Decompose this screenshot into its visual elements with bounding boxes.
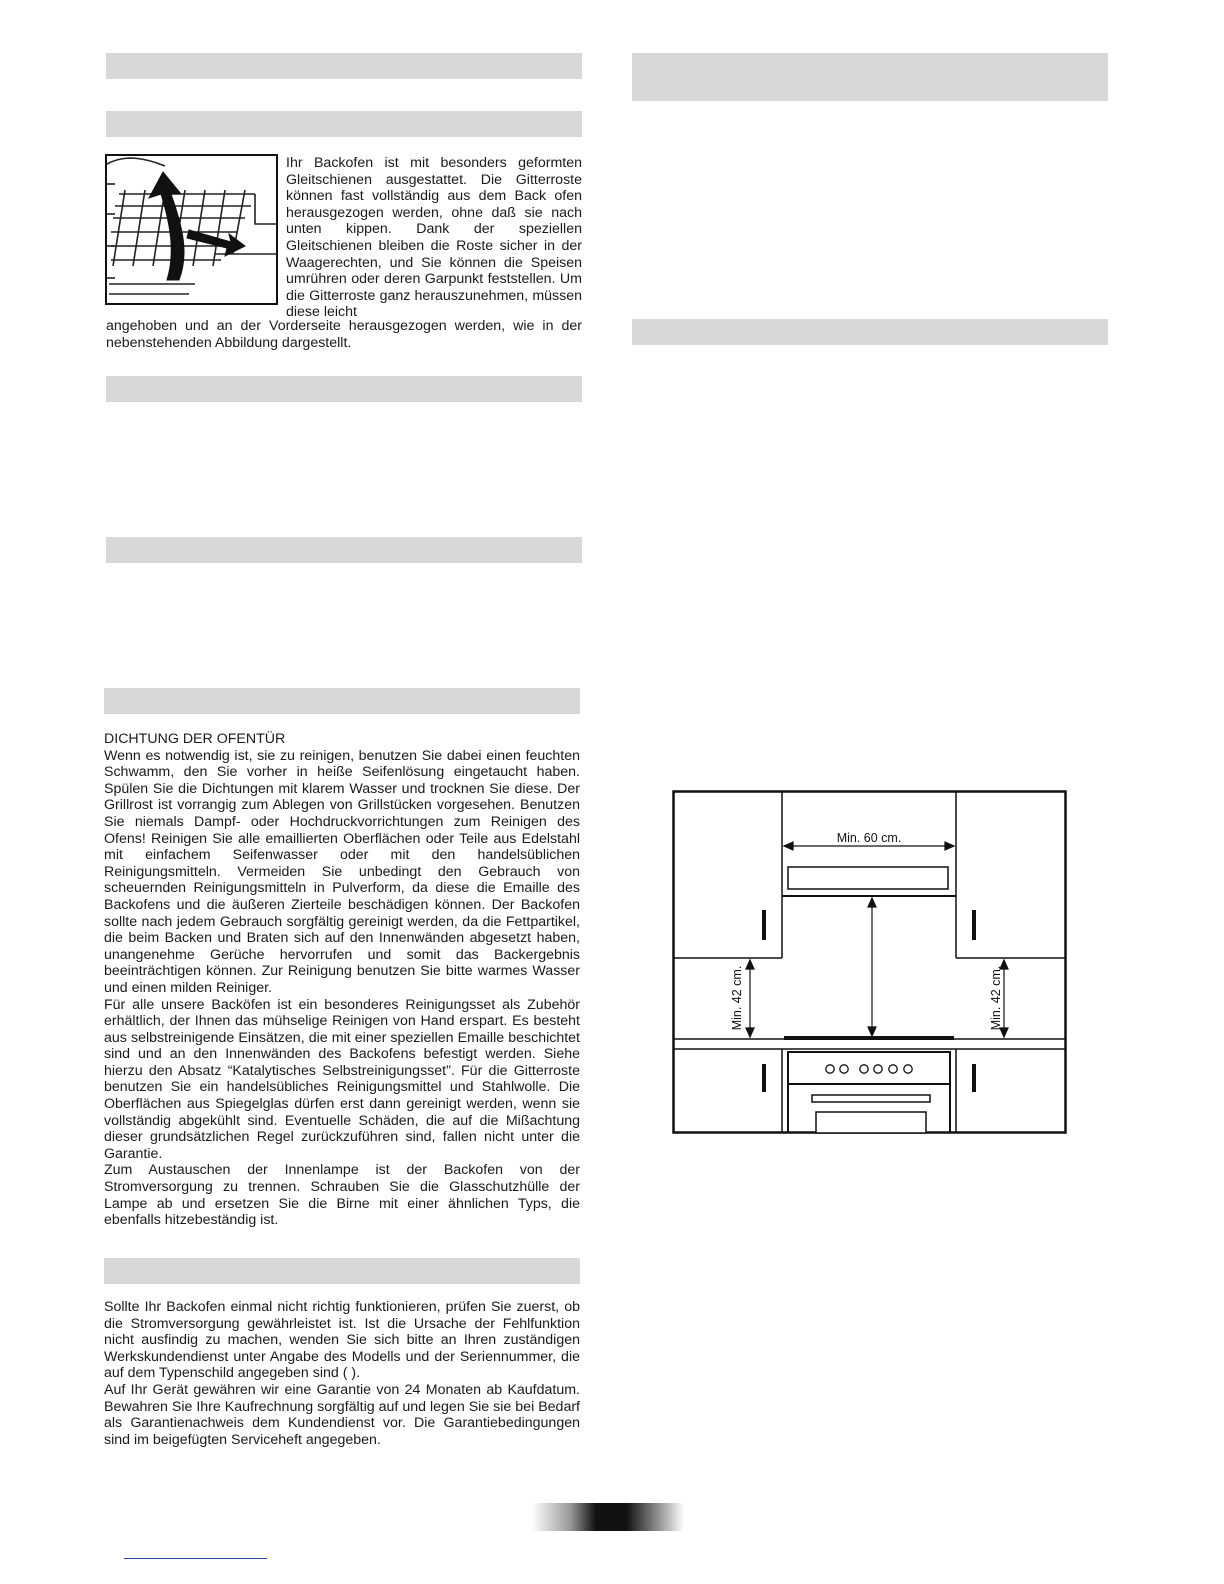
cleaning-paragraph-3: Zum Austauschen der Innenlampe ist der Backofen von der Stromversorgung zu trennen. Schrauben Sie die Glasschutzhülle der Lampe ab und ersetzen Sie die Birne mit einer ähnlichen Typs, die ebenfalls hitzebeständig ist. bbox=[104, 1162, 580, 1229]
right-height-dimension-label: Min. 42 cm. bbox=[989, 965, 1003, 1031]
rails-text-right: Ihr Backofen ist mit besonders geformten Gleitschienen ausgestattet. Die Gitterroste können fast vollständig aus dem Back ofen herausgezogen werden, ohne daß sie nach unten kippen. Dank der speziellen Gleitschienen bleiben die Roste sicher in der Waagerechten, und Sie können die Speisen umrühren oder deren Garpunkt feststellen. Um die Gitterroste ganz herauszunehmen, müssen diese leicht bbox=[286, 155, 582, 321]
page-number-band bbox=[532, 1503, 684, 1531]
cleaning-section bbox=[104, 731, 580, 1229]
left-height-dimension-label: Min. 42 cm. bbox=[730, 965, 744, 1031]
section-bar-right-2 bbox=[632, 319, 1108, 345]
service-paragraph-1: Sollte Ihr Backofen einmal nicht richtig funktionieren, prüfen Sie zuerst, ob die Stromversorgung gewährleistet ist. Ist die Ursache der Fehlfunktion nicht ausfindig zu machen, wenden Sie sich bitte an Ihren zuständigen Werkskundendienst unter Angabe des Modells und der Seriennummer, die auf dem Typenschild angegeben sind ( ). bbox=[104, 1299, 580, 1382]
footer-link-underline bbox=[124, 1558, 267, 1559]
service-section bbox=[104, 1299, 580, 1448]
installation-diagram bbox=[672, 790, 1068, 1135]
service-paragraph-2: Auf Ihr Gerät gewähren wir eine Garantie von 24 Monaten ab Kaufdatum. Bewahren Sie Ihre Kaufrechnung sorgfältig auf und legen Sie sie bei Bedarf als Garantienachweis dem Kundendienst vor. Die Garantiebedingungen sind im beigefügten Serviceheft angegeben. bbox=[104, 1381, 580, 1448]
oven-rack-illustration bbox=[105, 154, 278, 305]
cleaning-paragraph-1: Wenn es notwendig ist, sie zu reinigen, benutzen Sie dabei einen feuchten Schwamm, den Sie vorher in heiße Seifenlösung eingetaucht haben. Spülen Sie die Dichtungen mit klarem Wasser und trocknen Sie diese. Der Grillrost ist vorrangig zum Ablegen von Grillstücken vorgesehen. Benutzen Sie niemals Dampf- oder Hochdruckvorrichtungen zum Reinigen des Ofens! Reinigen Sie alle emaillierten Oberflächen oder Teile aus Edelstahl mit einfachem Seifenwasser oder mit den handelsüblichen Reinigungsmitteln. Vermeiden Sie unbedingt den Gebrauch von scheuernden Reinigungsmitteln in Pulverform, da diese die Emaille des Backofens und die äußeren Zierteile beschädigen können. Der Backofen sollte nach jedem Gebrauch sorgfältig gereinigt werden, da die Fettpartikel, die beim Backen und Braten sich auf den Innenwänden abgesetzt haben, unangenehme Gerüche hervorrufen und somit das Backergebnis beeinträchtigen können. Zur Reinigung benutzen Sie bitte warmes Wasser und einen milden Reiniger. bbox=[104, 747, 580, 996]
rails-text-full: angehoben und an der Vorderseite herausgezogen werden, wie in der nebenstehenden Abbildung dargestellt. bbox=[106, 318, 582, 351]
section-bar-service bbox=[104, 1258, 580, 1284]
section-bar-3 bbox=[106, 376, 582, 402]
section-bar-1 bbox=[106, 53, 582, 79]
cleaning-paragraph-2: Für alle unsere Backöfen ist ein besonderes Reinigungsset als Zubehör erhältlich, der Ihnen das mühselige Reinigen von Hand erspart. Es besteht aus selbstreinigende Einsätzen, die mit einer speziellen Emaille beschichtet sind und an den Innenwänden des Backofens befestigt werden. Siehe hierzu den Absatz “Katalytisches Selbstreinigungsset”. Für die Gitterroste benutzen Sie ein handelsübliches Reinigungsmittel und Stahlwolle. Die Oberflächen aus Spiegelglas dürfen erst dann gereinigt werden, wenn sie vollständig abgekühlt sind. Eventuelle Schäden, die auf die Mißachtung dieser grundsätzlichen Regel zurückzuführen sind, fallen nicht unter die Garantie. bbox=[104, 996, 580, 1162]
width-dimension-label: Min. 60 cm. bbox=[836, 831, 902, 845]
section-bar-4 bbox=[106, 537, 582, 563]
section-bar-cleaning bbox=[104, 688, 580, 714]
section-bar-right-1 bbox=[632, 53, 1108, 101]
section-bar-rails bbox=[106, 111, 582, 137]
cleaning-heading: DICHTUNG DER OFENTÜR bbox=[104, 731, 286, 747]
